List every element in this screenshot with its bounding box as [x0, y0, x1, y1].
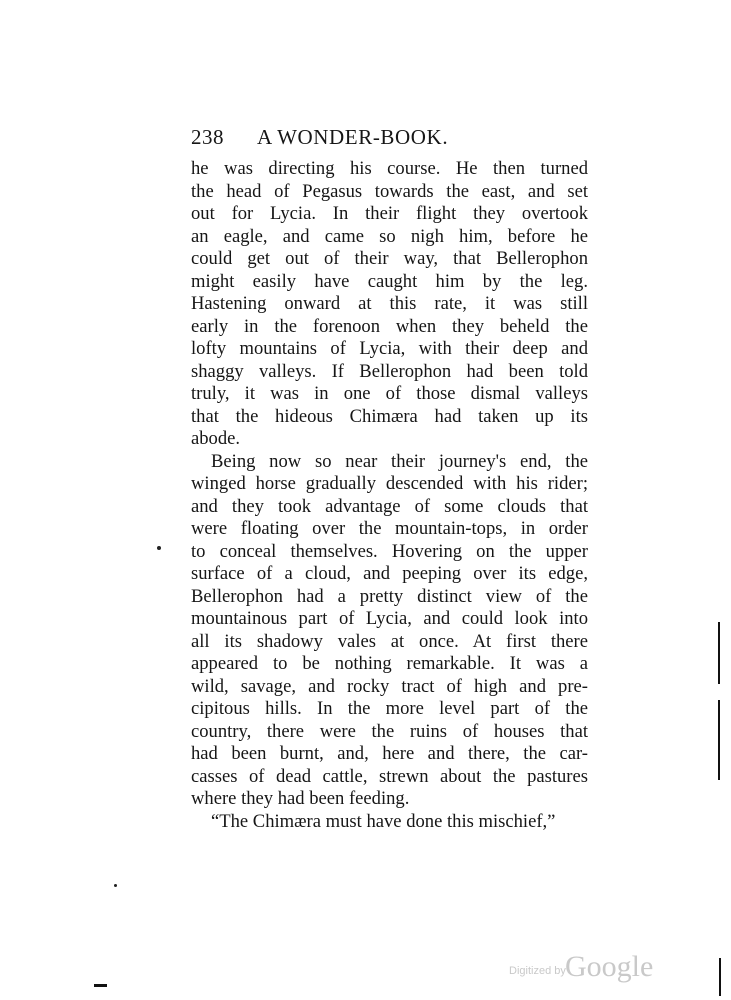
text-line: out for Lycia. In their flight they overtook [191, 203, 588, 224]
text-line: could get out of their way, that Bellerophon [191, 248, 588, 269]
text-line: country, there were the ruins of houses that [191, 720, 588, 742]
text-line: that the hideous Chimæra had taken up its [191, 405, 588, 427]
scan-edge-line [718, 700, 720, 780]
text-line: the head of Pegasus towards the east, and set [191, 180, 588, 202]
watermark-prefix: Digitized by [509, 965, 566, 977]
text-line: appeared to be nothing remarkable. It was a [191, 653, 588, 674]
scan-edge-line [719, 958, 721, 996]
text-line: he was directing his course. He then turned [191, 158, 588, 179]
text-line: lofty mountains of Lycia, with their deep and [191, 338, 588, 359]
paragraph-end-line: abode. [191, 428, 241, 449]
text-line: mountainous part of Lycia, and could look into [191, 608, 588, 629]
text-line: winged horse gradually descended with his rider; [191, 473, 588, 494]
text-line: surface of a cloud, and peeping over its edge, [191, 563, 588, 584]
text-line: early in the forenoon when they beheld the [191, 315, 588, 337]
text-line: Bellerophon had a pretty distinct view of the [191, 585, 588, 607]
text-line: shaggy valleys. If Bellerophon had been told [191, 360, 588, 382]
text-line: casses of dead cattle, strewn about the pastures [191, 765, 588, 787]
text-line: might easily have caught him by the leg. [191, 270, 588, 292]
paragraph-start-line: “The Chimæra must have done this mischief,” [211, 810, 556, 832]
body-text [191, 158, 588, 833]
book-title: A WONDER-BOOK. [257, 125, 449, 149]
google-logo: Google [565, 950, 654, 983]
scan-margin-mark [94, 984, 107, 987]
running-head [191, 122, 591, 152]
digitized-watermark [509, 950, 709, 990]
text-line: truly, it was in one of those dismal valleys [191, 383, 588, 404]
text-line: and they took advantage of some clouds that [191, 495, 588, 517]
paragraph-end-line: where they had been feeding. [191, 788, 410, 809]
text-line: had been burnt, and, here and there, the car- [191, 743, 588, 764]
text-line: to conceal themselves. Hovering on the upper [191, 540, 588, 562]
text-line: all its shadowy vales at once. At first there [191, 630, 588, 652]
text-line: an eagle, and came so nigh him, before he [191, 225, 588, 247]
page-number: 238 [191, 125, 224, 149]
scan-edge-line [718, 622, 720, 684]
text-line: were floating over the mountain-tops, in order [191, 518, 588, 539]
paragraph-start-line: Being now so near their journey's end, the [211, 450, 588, 472]
scan-speck [157, 546, 161, 550]
text-line: cipitous hills. In the more level part of the [191, 698, 588, 719]
text-line: wild, savage, and rocky tract of high and pre- [191, 675, 588, 697]
scan-speck [114, 884, 117, 887]
text-line: Hastening onward at this rate, it was still [191, 293, 588, 314]
